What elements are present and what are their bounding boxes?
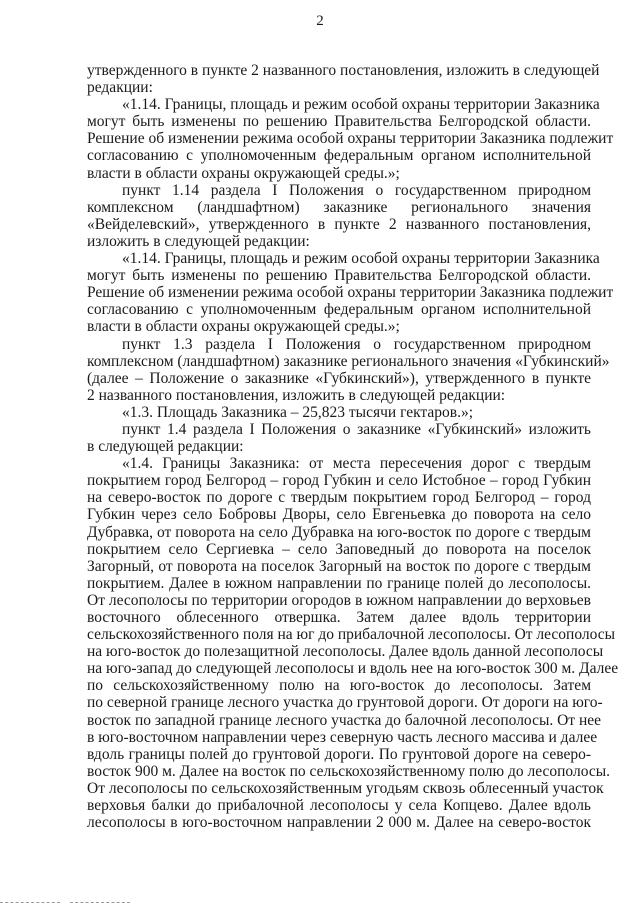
text-line: «1.14. Границы, площадь и режим особой охраны территории Заказника [122,250,600,268]
text-line: пункт 1.14 раздела I Положения о государственном природном [122,181,591,199]
text-line: покрытием город Белгород – город Губкин и село Истобное – город Губкин [87,472,591,490]
text-line: редакции: [87,79,153,97]
text-line: могут быть изменены по решению Правительства Белгородской области. [87,267,591,285]
text-line: комплексном (ландшафтном) заказнике регионального значения [87,198,591,216]
text-line: Решение об изменении режима особой охраны территории Заказника подлежит [87,130,614,148]
text-line: восточного облесенного отвершка. Затем далее вдоль территории [87,609,591,626]
text-line: изложить в следующей редакции: [87,232,310,250]
text-line: восток 900 м. Далее на восток по сельскохозяйственному полю до лесополосы. [87,762,611,780]
text-line: «Вейделевский», утвержденного в пункте 2 названного постановления, [87,215,591,233]
text-line: Дубравка, от поворота на село Дубравка на юго-восток по дороге с твердым [87,523,591,541]
text-line: комплексном (ландшафтном) заказнике регионального значения «Губкинский» [87,352,610,370]
text-line: согласованию с уполномоченным федеральным органом исполнительной [87,147,591,165]
text-line: 2 названного постановления, изложить в следующей редакции: [87,386,506,404]
text-line: От лесополосы по территории огородов в южном направлении до верховьев [87,591,591,609]
text-line: «1.4. Границы Заказника: от места пересечения дорог с твердым [122,455,591,473]
text-line: покрытием село Сергиевка – село Заповедный до поворота на поселок [87,540,591,558]
text-line: «1.14. Границы, площадь и режим особой охраны территории Заказника [122,96,600,114]
text-line: (далее – Положение о заказнике «Губкинский»), утвержденного в пункте [87,369,591,387]
text-line: власти в области охраны окружающей среды.»; [87,164,400,182]
text-line: могут быть изменены по решению Правительства Белгородской области. [87,113,591,131]
text-line: пункт 1.4 раздела I Положения о заказнике «Губкинский» изложить [122,420,591,438]
text-line: власти в области охраны окружающей среды.»; [87,318,400,336]
text-line: восток по западной границе лесного участка до балочной лесополосы. От нее [87,711,602,729]
text-line: «1.3. Площадь Заказника – 25,823 тысячи гектаров.»; [122,403,474,421]
text-line: утвержденного в пункте 2 названного постановления, изложить в следующей [87,62,600,79]
text-line: на юго-восток до полезащитной лесополосы. Далее вдоль данной лесополосы [87,643,604,661]
text-line: вдоль границы полей до грунтовой дороги. По грунтовой дороге на северо- [87,745,591,763]
text-line: пункт 1.3 раздела I Положения о государственном природном [122,335,591,353]
footer-rule-mid [70,902,130,903]
text-line: сельскохозяйственного поля на юг до прибалочной лесополосы. От лесополосы [87,626,616,644]
text-line: в юго-восточном направлении через северную часть лесного массива и далее [87,728,598,746]
text-line: на северо-восток по дороге с твердым покрытием город Белгород – город [87,489,591,507]
text-line: От лесополосы по сельскохозяйственным угодьям сквозь облесенный участок [87,779,604,797]
text-line: покрытием. Далее в южном направлении по границе полей до лесополосы. [87,574,591,592]
text-line: согласованию с уполномоченным федеральным органом исполнительной [87,301,591,319]
document-body [87,62,619,832]
text-line: лесополосы в юго-восточном направлении 2 000 м. Далее на северо-восток [87,814,591,832]
page-number: 2 [316,13,324,29]
footer-rule-left [0,902,60,903]
text-line: Загорный, от поворота на поселок Загорный на восток по дороге с твердым [87,557,591,575]
text-line: в следующей редакции: [87,438,244,456]
text-line: Решение об изменении режима особой охраны территории Заказника подлежит [87,284,614,302]
text-line: по северной границе лесного участка до грунтовой дороги. От дороги на юго- [87,694,603,712]
text-line: на юго-запад до следующей лесополосы и вдоль нее на юго-восток 300 м. Далее [87,660,619,678]
text-line: верховья балки до прибалочной лесополосы у села Копцево. Далее вдоль [87,797,591,815]
text-line: Губкин через село Бобровы Дворы, село Евгеньевка до поворота на село [87,506,591,524]
text-line: по сельскохозяйственному полю на юго-восток до лесополосы. Затем [87,677,591,695]
